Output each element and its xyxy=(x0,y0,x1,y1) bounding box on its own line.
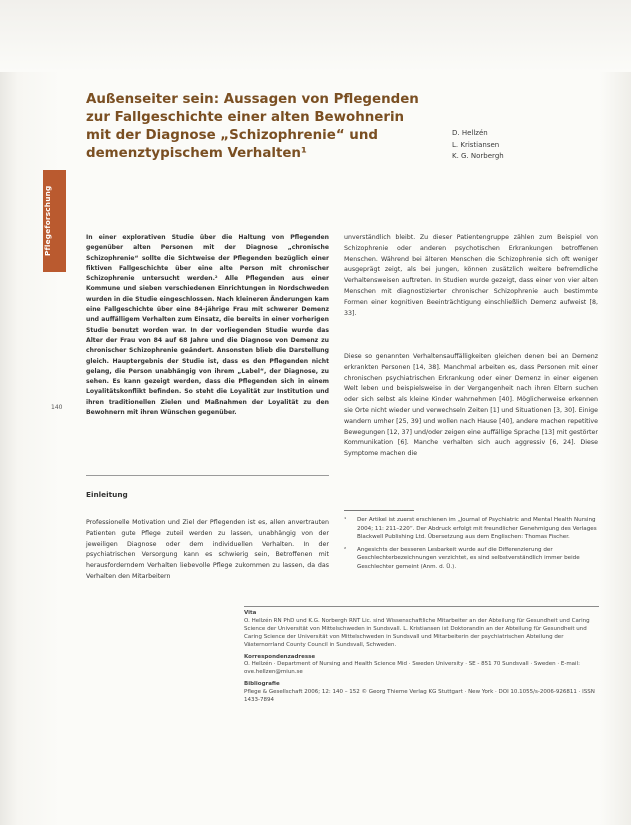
body-paragraph: Diese so genannten Verhaltensauffälligkeiten gleichen denen bei an Demenz erkrankten Personen [14, 38]. Manchmal arbeiten es, dass Personen mit einer chronischen psychiatrischen Erkrankung oder einer Demenz in einer eigenen Welt leben und beispielsweise in der Vergangenheit nach ihren Eltern suchen oder sich selbst als kleine Kinder wahrnehmen [40]. Möglicherweise erkennen sie Orte nicht wieder und verwechseln Zeiten [1] und Situationen [3, 30]. Einige wandern umher [25, 39] und wollen nach Hause [40], andere machen repetitive Bewegungen [12, 37] und/oder zeigen eine auffällige Sprache [13] mit gestörter Kommunikation [6]. Manche verhalten sich auch aggressiv [6, 24]. Diese Symptome machen die xyxy=(344,353,598,458)
title-line: Außenseiter sein: Aussagen von Pflegenden xyxy=(86,92,419,107)
footnote-divider xyxy=(344,510,414,511)
author: K. G. Norbergh xyxy=(452,152,504,160)
info-text: O. Hellzén · Department of Nursing and Health Science Mid · Sweden University · SE - 851 70 Sundsvall · Sweden · E-mail: ove.hellzen@miun.se xyxy=(244,661,580,676)
title-line: demenztypischem Verhalten¹ xyxy=(86,146,307,161)
article-info-box xyxy=(244,610,599,705)
footnotes xyxy=(344,516,598,576)
body-paragraph: unverständlich bleibt. Zu dieser Patientengruppe zählen zum Beispiel von Schizophrenie oder anderen psychotischen Erkrankungen betroffenen Menschen. Während bei älteren Menschen die Schizophrenie sich oft weniger ausgeprägt zeigt, als bei jungen, können zusätzlich weitere befremdliche Verhaltensweisen auftreten. In Studien wurde gezeigt, dass einer von vier alten Menschen mit diagnostizierter chronischer Schizophrenie auch bestimmte Formen einer kognitiven Beeinträchtigung einschließlich Demenz aufweist [8, 33]. xyxy=(344,234,598,317)
intro-paragraph: Professionelle Motivation und Ziel der Pflegenden ist es, allen anvertrauten Patienten gute Pflege zuteil werden zu lassen, unabhängig von der jeweiligen Diagnose oder dem individuellen Verhalten. In der psychiatrischen Versorgung kann es schwierig sein, Betroffenen mit herausforderndem Verhalten liebevolle Pflege zukommen zu lassen, da das Verhalten den Mitarbeitern xyxy=(86,519,329,580)
abstract-divider xyxy=(86,475,329,476)
footnote xyxy=(344,546,598,572)
info-text: Pflege & Gesellschaft 2006; 12: 140 – 152 © Georg Thieme Verlag KG Stuttgart · New York · DOI 10.1055/s-2006-926811 · ISSN 1433-7894 xyxy=(244,689,595,704)
info-text: O. Hellzén RN PhD und K.G. Norbergh RNT Lic. sind Wissenschaftliche Mitarbeiter an der Abteilung für Gesundheit und Caring Science der Universität von Mittelschweden in Sundsvall. L. Kristiansen ist Doktorandin an der Abteilung für Gesundheit und Caring Science der Universität von Mittelschweden in Sundsvall und Mitarbeiterin der psychiatrischen Abteilung der Västernorrland County Council in Sundsvall, Schweden. xyxy=(244,617,590,648)
page-number: 140 xyxy=(51,404,63,411)
section-tab-label: Pflegeforschung xyxy=(43,185,52,257)
footnote-text: Angesichts der besseren Lesbarkeit wurde auf die Differenzierung der Geschlechterbezeichnungen verzichtet, es sind selbstverständlich immer beide Geschlechter gemeint (Anm. d. Ü.). xyxy=(357,546,580,570)
title-line: mit der Diagnose „Schizophrenie“ und xyxy=(86,128,378,143)
author: L. Kristiansen xyxy=(452,140,500,149)
footnote-mark: ² xyxy=(344,546,347,553)
article-title xyxy=(86,91,419,163)
info-heading: Bibliografie xyxy=(244,681,280,688)
info-heading: Vita xyxy=(244,610,257,616)
author-list xyxy=(452,128,504,163)
info-divider xyxy=(244,606,599,607)
abstract: In einer explorativen Studie über die Haltung von Pflegenden gegenüber alten Personen mit der Diagnose „chronische Schizophrenie“ sollte die Sichtweise der Pflegenden bezüglich einer fiktiven Fallgeschichte über eine alte Person mit chronischer Schizophrenie untersucht werden.² Alle Pflegenden aus einer Kommune und sieben verschiedenen Einrichtungen in Nordschweden wurden in die Studie eingeschlossen. Nach kleineren Änderungen kam eine Fallgeschichte über eine 84-jährige Frau mit schwerer Demenz und auffälligem Verhalten zum Einsatz, die bereits in einer vorherigen Studie benutzt worden war. In der vorliegenden Studie wurde das Alter der Frau von 84 auf 68 Jahre und die Diagnose von Demenz zu chronischer Schizophrenie geändert. Ansonsten blieb die Darstellung gleich. Hauptergebnis der Studie ist, dass es den Pflegenden nicht gelang, die Person unabhängig von ihrem „Label“, der Diagnose, zu sehen. Es kann gezeigt werden, dass die Pflegenden sich in einem Loyalitätskonflikt befinden. So steht die Loyalität zur Institution und ihren traditionellen Zielen und Maßnahmen der Loyalität zu den Bewohnern mit ihren Wünschen gegenüber. xyxy=(86,234,330,417)
info-heading: Korrespondenzadresse xyxy=(244,653,316,660)
footnote-text: Der Artikel ist zuerst erschienen im „Journal of Psychiatric and Mental Health Nursing 2004; 11: 211–220“. Der Abdruck erfolgt mit freundlicher Genehmigung des Verlages Blackwell Publishing Ltd. Übersetzung aus dem Englischen: Thomas Fischer. xyxy=(357,517,597,541)
footnote-mark: ¹ xyxy=(344,517,347,523)
author: D. Hellzén xyxy=(452,129,488,137)
footnote xyxy=(344,516,598,542)
section-heading: Einleitung xyxy=(86,490,128,499)
top-shadow xyxy=(0,0,631,72)
title-line: zur Fallgeschichte einer alten Bewohnerin xyxy=(86,110,405,125)
